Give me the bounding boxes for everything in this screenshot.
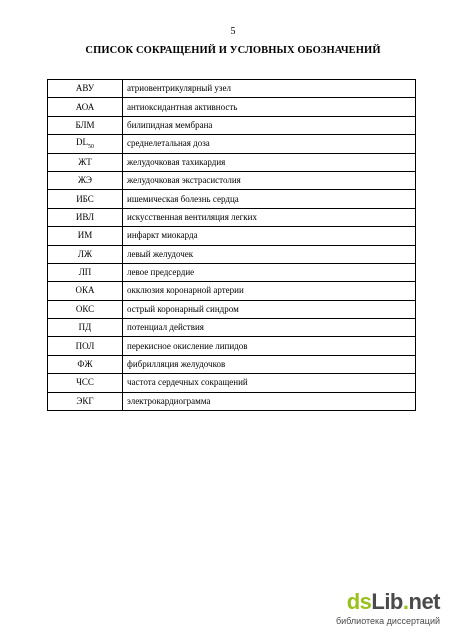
abbreviation-cell — [48, 98, 123, 116]
meaning-cell: острый коронарный синдром — [123, 300, 416, 318]
meaning-cell: потенциал действия — [123, 319, 416, 337]
abbreviation-cell — [48, 153, 123, 171]
abbreviation-cell — [48, 208, 123, 226]
abbreviation-text: ОКА — [75, 285, 95, 296]
meaning-cell: окклюзия коронарной артерии — [123, 282, 416, 300]
table-row — [48, 319, 416, 337]
meaning-cell: среднелетальная доза — [123, 135, 416, 153]
abbreviation-cell — [48, 282, 123, 300]
table-row — [48, 190, 416, 208]
abbreviation-text: ИБС — [76, 193, 94, 204]
abbreviation-cell — [48, 245, 123, 263]
meaning-cell: антиоксидантная активность — [123, 98, 416, 116]
abbreviation-cell — [48, 337, 123, 355]
abbreviation-text: ФЖ — [77, 359, 93, 370]
watermark-caption: библиотека диссертаций — [335, 616, 440, 626]
abbreviation-text: ЖЭ — [77, 175, 92, 186]
meaning-cell: левый желудочек — [123, 245, 416, 263]
meaning-cell: желудочковая тахикардия — [123, 153, 416, 171]
table-row — [48, 374, 416, 392]
abbreviations-table — [47, 79, 416, 411]
dslib-logo: dsLib.net — [346, 589, 440, 614]
abbreviation-text: DL — [76, 136, 88, 147]
abbreviation-cell — [48, 263, 123, 281]
abbreviation-cell — [48, 171, 123, 189]
abbreviation-text: ЖТ — [78, 156, 92, 167]
table-row — [48, 245, 416, 263]
abbreviation-text: ЭКГ — [76, 395, 94, 406]
abbreviation-cell — [48, 300, 123, 318]
abbreviation-subscript: 50 — [88, 143, 94, 150]
table-row — [48, 227, 416, 245]
abbreviation-text: ЧСС — [76, 377, 94, 388]
table-row — [48, 135, 416, 153]
abbreviation-cell — [48, 392, 123, 410]
table-row — [48, 392, 416, 410]
dslib-watermark[interactable] — [330, 591, 440, 626]
table-row — [48, 116, 416, 134]
abbreviation-cell — [48, 227, 123, 245]
table-row — [48, 171, 416, 189]
abbreviation-text: ЛЖ — [77, 248, 93, 259]
abbreviation-cell — [48, 80, 123, 98]
page-title: СПИСОК СОКРАЩЕНИЙ И УСЛОВНЫХ ОБОЗНАЧЕНИЙ — [85, 45, 381, 56]
table-row — [48, 208, 416, 226]
abbreviations-table-body — [48, 80, 416, 411]
abbreviation-cell — [48, 190, 123, 208]
meaning-cell: инфаркт миокарда — [123, 227, 416, 245]
abbreviation-cell — [48, 135, 123, 153]
abbreviation-cell — [48, 355, 123, 373]
meaning-cell: перекисное окисление липидов — [123, 337, 416, 355]
abbreviation-text: АВУ — [75, 83, 95, 94]
table-row — [48, 80, 416, 98]
meaning-cell: фибрилляция желудочков — [123, 355, 416, 373]
abbreviation-text: ИМ — [77, 230, 93, 241]
meaning-cell: атриовентрикулярный узел — [123, 80, 416, 98]
table-row — [48, 337, 416, 355]
abbreviation-text: ОКС — [75, 303, 95, 314]
meaning-cell: частота сердечных сокращений — [123, 374, 416, 392]
meaning-cell: желудочковая экстрасистолия — [123, 171, 416, 189]
table-row — [48, 153, 416, 171]
meaning-cell: искусственная вентиляция легких — [123, 208, 416, 226]
abbreviation-cell — [48, 374, 123, 392]
table-row — [48, 98, 416, 116]
abbreviation-text: ЛП — [78, 267, 92, 278]
abbreviation-text: БЛМ — [75, 119, 95, 130]
abbreviation-cell — [48, 319, 123, 337]
abbreviation-text: АОА — [75, 101, 95, 112]
table-row — [48, 355, 416, 373]
meaning-cell: левое предсердие — [123, 263, 416, 281]
abbreviation-text: ИВЛ — [75, 211, 95, 222]
meaning-cell: электрокардиограмма — [123, 392, 416, 410]
meaning-cell: ишемическая болезнь сердца — [123, 190, 416, 208]
abbreviation-cell — [48, 116, 123, 134]
table-row — [48, 282, 416, 300]
abbreviation-text: ПОЛ — [75, 340, 95, 351]
table-row — [48, 263, 416, 281]
table-row — [48, 300, 416, 318]
page-number: 5 — [230, 26, 236, 37]
abbreviation-text: ПД — [78, 322, 92, 333]
meaning-cell: билипидная мембрана — [123, 116, 416, 134]
